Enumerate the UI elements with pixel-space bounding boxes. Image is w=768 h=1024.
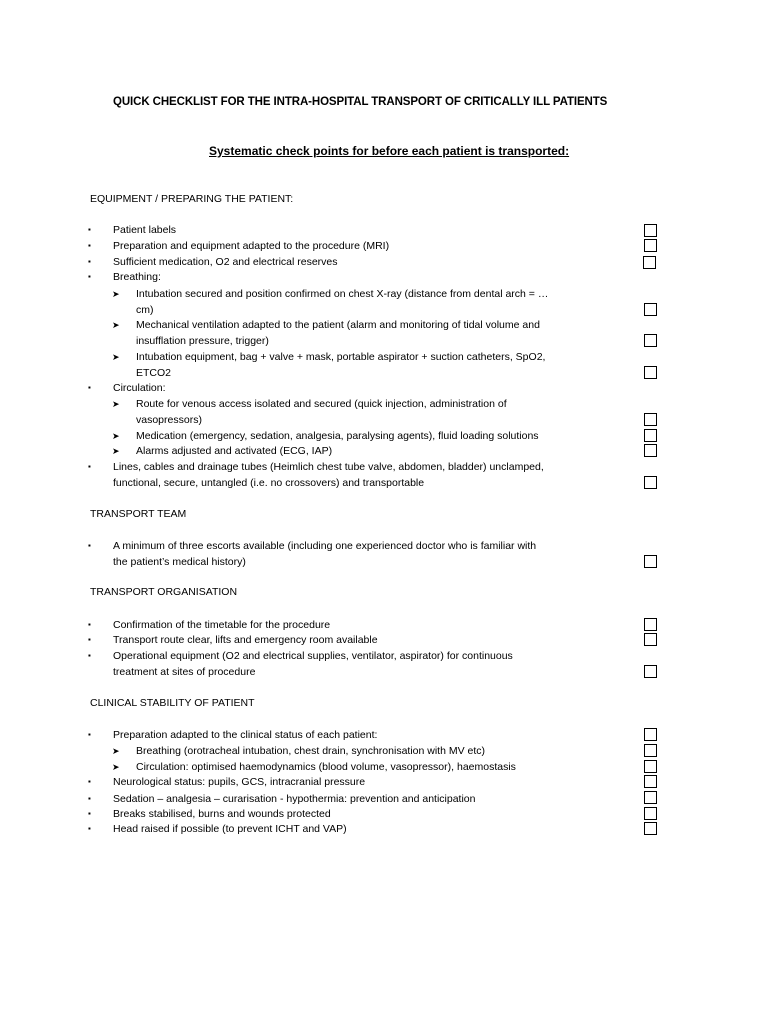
bullet-icon: ▪ <box>88 241 91 250</box>
checkbox-venous-access[interactable] <box>644 413 657 426</box>
item-sedation: Sedation – analgesia – curarisation - hypothermia: prevention and anticipation <box>113 793 476 805</box>
item-timetable: Confirmation of the timetable for the procedure <box>113 619 331 631</box>
bullet-icon: ▪ <box>88 225 91 234</box>
checkbox-mech-vent[interactable] <box>644 334 657 347</box>
checkbox-clinical-preparation[interactable] <box>644 728 657 741</box>
bullet-icon: ▪ <box>88 462 91 471</box>
bullet-icon: ▪ <box>88 257 91 266</box>
item-breaks: Breaks stabilised, burns and wounds protected <box>113 808 331 820</box>
item-mech-vent-line1: Mechanical ventilation adapted to the patient (alarm and monitoring of tidal volume and <box>136 319 540 331</box>
bullet-icon: ▪ <box>88 383 91 392</box>
bullet-icon: ▪ <box>88 635 91 644</box>
bullet-icon: ▪ <box>88 541 91 550</box>
item-mech-vent-line2: insufflation pressure, trigger) <box>136 335 269 347</box>
item-clinical-breathing: Breathing (orotracheal intubation, chest drain, synchronisation with MV etc) <box>136 745 486 757</box>
item-intubation-secured-line2: cm) <box>136 304 154 316</box>
item-operational-line2: treatment at sites of procedure <box>113 666 256 678</box>
checkbox-sedation[interactable] <box>644 791 657 804</box>
item-breathing: Breathing: <box>113 271 161 283</box>
item-alarms: Alarms adjusted and activated (ECG, IAP) <box>136 445 333 457</box>
arrow-bullet-icon: ➤ <box>112 289 120 299</box>
item-operational-line1: Operational equipment (O2 and electrical supplies, ventilator, aspirator) for continuous <box>113 650 513 662</box>
bullet-icon: ▪ <box>88 824 91 833</box>
arrow-bullet-icon: ➤ <box>112 762 120 772</box>
arrow-bullet-icon: ➤ <box>112 399 120 409</box>
page-subtitle: Systematic check points for before each patient is transported: <box>209 144 570 158</box>
checkbox-intubation-equipment[interactable] <box>644 366 657 379</box>
arrow-bullet-icon: ➤ <box>112 352 120 362</box>
checkbox-patient-labels[interactable] <box>644 224 657 237</box>
section-heading-clinical: CLINICAL STABILITY OF PATIENT <box>90 697 255 709</box>
item-intubation-secured-line1: Intubation secured and position confirmed on chest X-ray (distance from dental arch = … <box>136 288 549 300</box>
item-intubation-equipment-line2: ETCO2 <box>136 367 172 379</box>
item-route: Transport route clear, lifts and emergency room available <box>113 634 378 646</box>
item-preparation-equipment: Preparation and equipment adapted to the procedure (MRI) <box>113 240 390 252</box>
arrow-bullet-icon: ➤ <box>112 320 120 330</box>
item-venous-access-line2: vasopressors) <box>136 414 202 426</box>
checkbox-neurological[interactable] <box>644 775 657 788</box>
bullet-icon: ▪ <box>88 809 91 818</box>
bullet-icon: ▪ <box>88 620 91 629</box>
bullet-icon: ▪ <box>88 272 91 281</box>
item-head-raised: Head raised if possible (to prevent ICHT and VAP) <box>113 823 347 835</box>
item-venous-access-line1: Route for venous access isolated and secured (quick injection, administration of <box>136 398 507 410</box>
checkbox-clinical-circulation[interactable] <box>644 760 657 773</box>
checkbox-preparation-equipment[interactable] <box>644 239 657 252</box>
item-intubation-equipment-line1: Intubation equipment, bag + valve + mask, portable aspirator + suction catheters, SpO2, <box>136 351 546 363</box>
item-clinical-circulation: Circulation: optimised haemodynamics (blood volume, vasopressor), haemostasis <box>136 761 516 773</box>
checkbox-breaks[interactable] <box>644 807 657 820</box>
item-medication-reserves: Sufficient medication, O2 and electrical reserves <box>113 256 338 268</box>
bullet-icon: ▪ <box>88 777 91 786</box>
checkbox-lines[interactable] <box>644 476 657 489</box>
item-circulation: Circulation: <box>113 382 166 394</box>
checkbox-intubation-secured[interactable] <box>644 303 657 316</box>
checkbox-escorts[interactable] <box>644 555 657 568</box>
item-patient-labels: Patient labels <box>113 224 177 236</box>
arrow-bullet-icon: ➤ <box>112 431 120 441</box>
arrow-bullet-icon: ➤ <box>112 446 120 456</box>
checkbox-alarms[interactable] <box>644 444 657 457</box>
item-escorts-line2: the patient’s medical history) <box>113 556 246 568</box>
item-escorts-line1: A minimum of three escorts available (including one experienced doctor who is familiar with <box>113 540 537 552</box>
item-clinical-preparation: Preparation adapted to the clinical status of each patient: <box>113 729 378 741</box>
item-medication-emergency: Medication (emergency, sedation, analgesia, paralysing agents), fluid loading solutions <box>136 430 539 442</box>
section-heading-organisation: TRANSPORT ORGANISATION <box>90 586 238 598</box>
bullet-icon: ▪ <box>88 651 91 660</box>
page-title: QUICK CHECKLIST FOR THE INTRA-HOSPITAL TRANSPORT OF CRITICALLY ILL PATIENTS <box>113 96 608 108</box>
section-heading-equipment: EQUIPMENT / PREPARING THE PATIENT: <box>90 193 294 205</box>
checkbox-timetable[interactable] <box>644 618 657 631</box>
checkbox-medication-emergency[interactable] <box>644 429 657 442</box>
bullet-icon: ▪ <box>88 794 91 803</box>
arrow-bullet-icon: ➤ <box>112 746 120 756</box>
section-heading-team: TRANSPORT TEAM <box>90 508 187 520</box>
checkbox-medication-reserves[interactable] <box>643 256 656 269</box>
item-neurological: Neurological status: pupils, GCS, intracranial pressure <box>113 776 366 788</box>
bullet-icon: ▪ <box>88 730 91 739</box>
checkbox-route[interactable] <box>644 633 657 646</box>
checkbox-operational[interactable] <box>644 665 657 678</box>
item-lines-line1: Lines, cables and drainage tubes (Heimlich chest tube valve, abdomen, bladder) unclamped, <box>113 461 544 473</box>
item-lines-line2: functional, secure, untangled (i.e. no crossovers) and transportable <box>113 477 425 489</box>
checkbox-clinical-breathing[interactable] <box>644 744 657 757</box>
checkbox-head-raised[interactable] <box>644 822 657 835</box>
